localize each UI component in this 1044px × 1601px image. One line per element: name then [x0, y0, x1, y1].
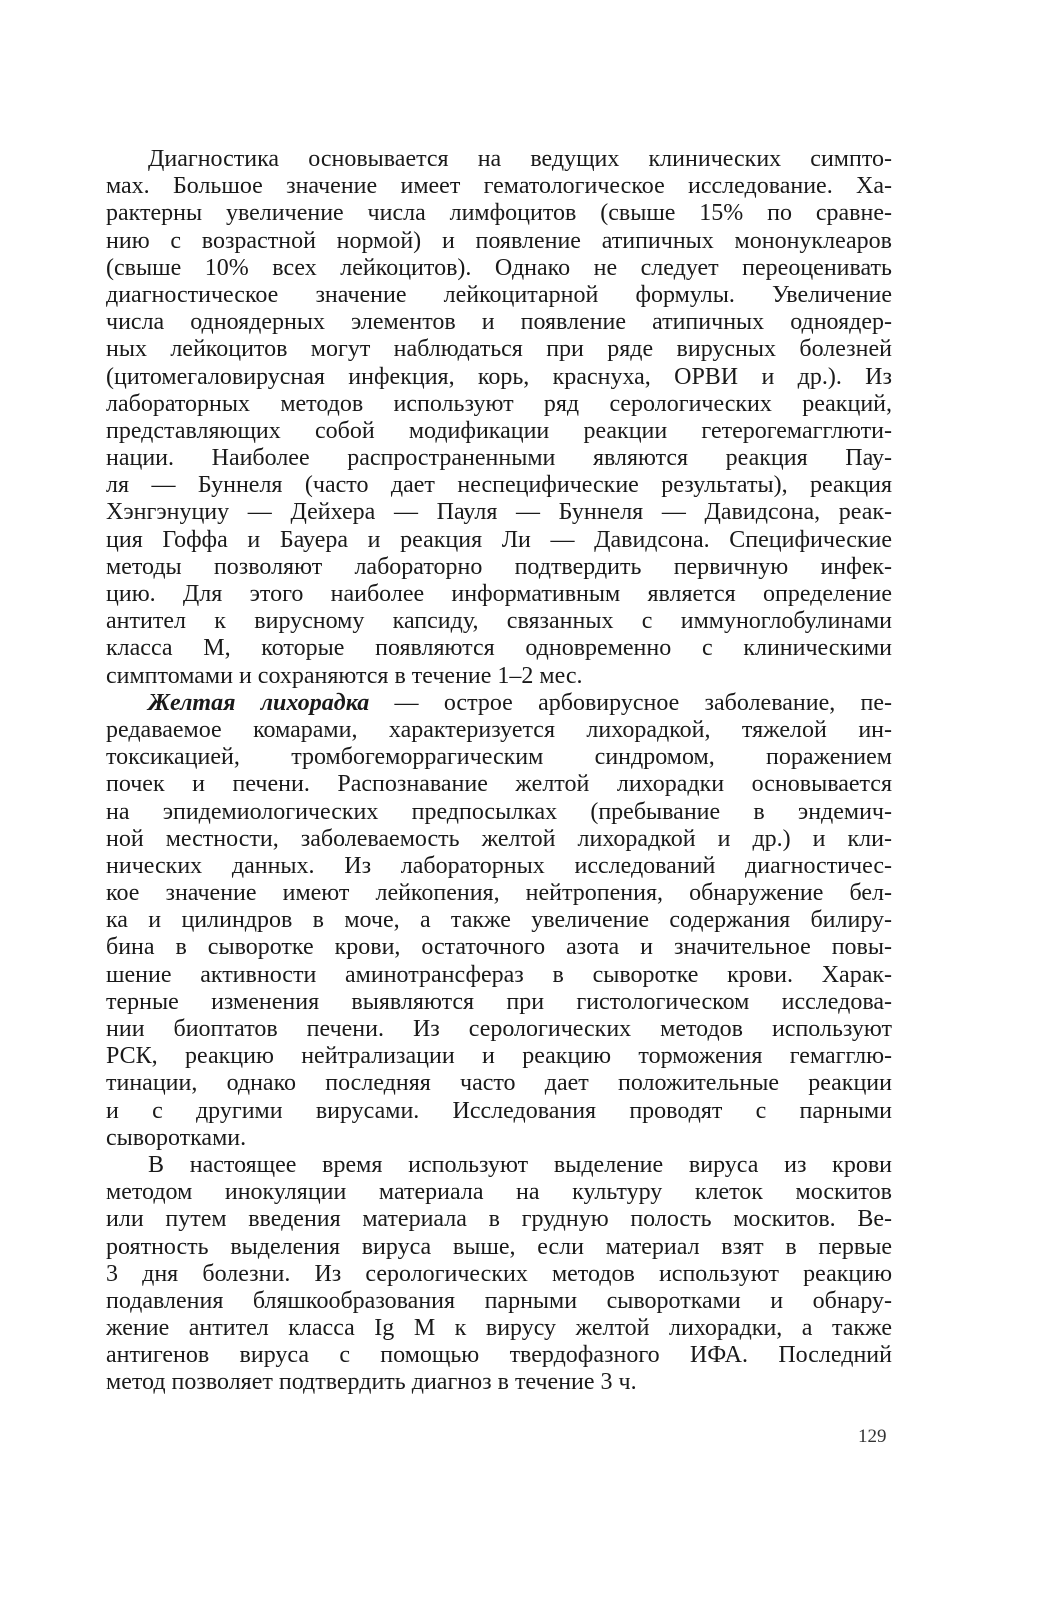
text-line: подавления бляшкообразования парными сыворотками и обнару- — [106, 1287, 892, 1314]
text-line: числа одноядерных элементов и появление атипичных одноядер- — [106, 309, 892, 336]
text-line: (цитомегаловирусная инфекция, корь, краснуха, ОРВИ и др.). Из — [106, 363, 892, 390]
text-line: или путем введения материала в грудную полость москитов. Ве- — [106, 1206, 892, 1233]
text-line: нию с возрастной нормой) и появление атипичных мононуклеаров — [106, 227, 892, 254]
text-line: нации. Наиболее распространенными являются реакция Пау- — [106, 445, 892, 472]
text-line: бина в сыворотке крови, остаточного азота и значительное повы- — [106, 934, 892, 961]
text-line: нических данных. Из лабораторных исследований диагностичес- — [106, 852, 892, 879]
text-line: кое значение имеют лейкопения, нейтропения, обнаружение бел- — [106, 880, 892, 907]
text-line: шение активности аминотрансфераз в сыворотке крови. Харак- — [106, 961, 892, 988]
text-line: на эпидемиологических предпосылках (пребывание в эндемич- — [106, 798, 892, 825]
text-line: метод позволяет подтвердить диагноз в течение 3 ч. — [106, 1369, 637, 1396]
text-line: жение антител класса Ig M к вирусу желтой лихорадки, а также — [106, 1315, 892, 1342]
text-line: симптомами и сохраняются в течение 1–2 мес. — [106, 662, 583, 689]
text-line: антигенов вируса с помощью твердофазного ИФА. Последний — [106, 1342, 892, 1369]
text-line: и с другими вирусами. Исследования проводят с парными — [106, 1097, 892, 1124]
text-line: Диагностика основывается на ведущих клинических симпто- — [148, 146, 892, 172]
text-line: диагностическое значение лейкоцитарной формулы. Увеличение — [106, 281, 892, 308]
text-line: редаваемое комарами, характеризуется лихорадкой, тяжелой ин- — [106, 716, 892, 743]
text-line: ля — Буннеля (часто дает неспецифические результаты), реакция — [106, 472, 892, 499]
text-line: представляющих собой модификации реакции гетерогемагглюти- — [106, 417, 892, 444]
text-line: РСК, реакцию нейтрализации и реакцию торможения гемагглю- — [106, 1043, 892, 1070]
paragraph-yellow-fever — [106, 690, 892, 1152]
text-line: почек и печени. Распознавание желтой лихорадки основывается — [106, 771, 892, 798]
text-line: мах. Большое значение имеет гематологическое исследование. Ха- — [106, 173, 892, 200]
text-line: нии биоптатов печени. Из серологических методов используют — [106, 1016, 892, 1042]
text-line: В настоящее время используют выделение вируса из крови — [148, 1151, 892, 1178]
text-fragment: — острое арбовирусное заболевание, пе- — [369, 689, 892, 716]
text-line — [106, 690, 892, 717]
term-heading: Желтая лихорадка — [148, 689, 370, 716]
text-line: сыворотками. — [106, 1124, 247, 1151]
text-line: лабораторных методов используют ряд серологических реакций, — [106, 390, 892, 417]
text-line: антител к вирусному капсиду, связанных с иммуноглобулинами — [106, 608, 892, 635]
text-line: методы позволяют лабораторно подтвердить первичную инфек- — [106, 553, 892, 580]
text-line: Хэнгэнуциу — Дейхера — Пауля — Буннеля — Давидсона, реак- — [106, 499, 892, 526]
text-line: ция Гоффа и Бауера и реакция Ли — Давидсона. Специфические — [106, 526, 892, 553]
text-line: ка и цилиндров в моче, а также увеличение содержания билиру- — [106, 907, 892, 934]
text-line: цию. Для этого наиболее информативным является определение — [106, 581, 892, 607]
text-line: методом инокуляции материала на культуру клеток москитов — [106, 1179, 892, 1206]
text-line: терные изменения выявляются при гистологическом исследова- — [106, 988, 892, 1015]
text-line: тинации, однако последняя часто дает положительные реакции — [106, 1070, 892, 1097]
paragraph-diagnostics — [106, 146, 892, 690]
text-line: класса М, которые появляются одновременно с клиническими — [106, 635, 892, 662]
text-line: роятность выделения вируса выше, если материал взят в первые — [106, 1233, 892, 1260]
text-line: ной местности, заболеваемость желтой лихорадкой и др.) и кли- — [106, 825, 892, 852]
paragraph-virus-isolation — [106, 1152, 892, 1397]
text-line: рактерны увеличение числа лимфоцитов (свыше 15% по сравне- — [106, 200, 892, 227]
page-body — [106, 146, 892, 1397]
page-number: 129 — [858, 1426, 887, 1447]
text-line: токсикацией, тромбогеморрагическим синдромом, поражением — [106, 744, 892, 771]
text-line: 3 дня болезни. Из серологических методов используют реакцию — [106, 1260, 892, 1287]
text-line: ных лейкоцитов могут наблюдаться при ряде вирусных болезней — [106, 336, 892, 363]
text-line: (свыше 10% всех лейкоцитов). Однако не следует переоценивать — [106, 254, 892, 281]
